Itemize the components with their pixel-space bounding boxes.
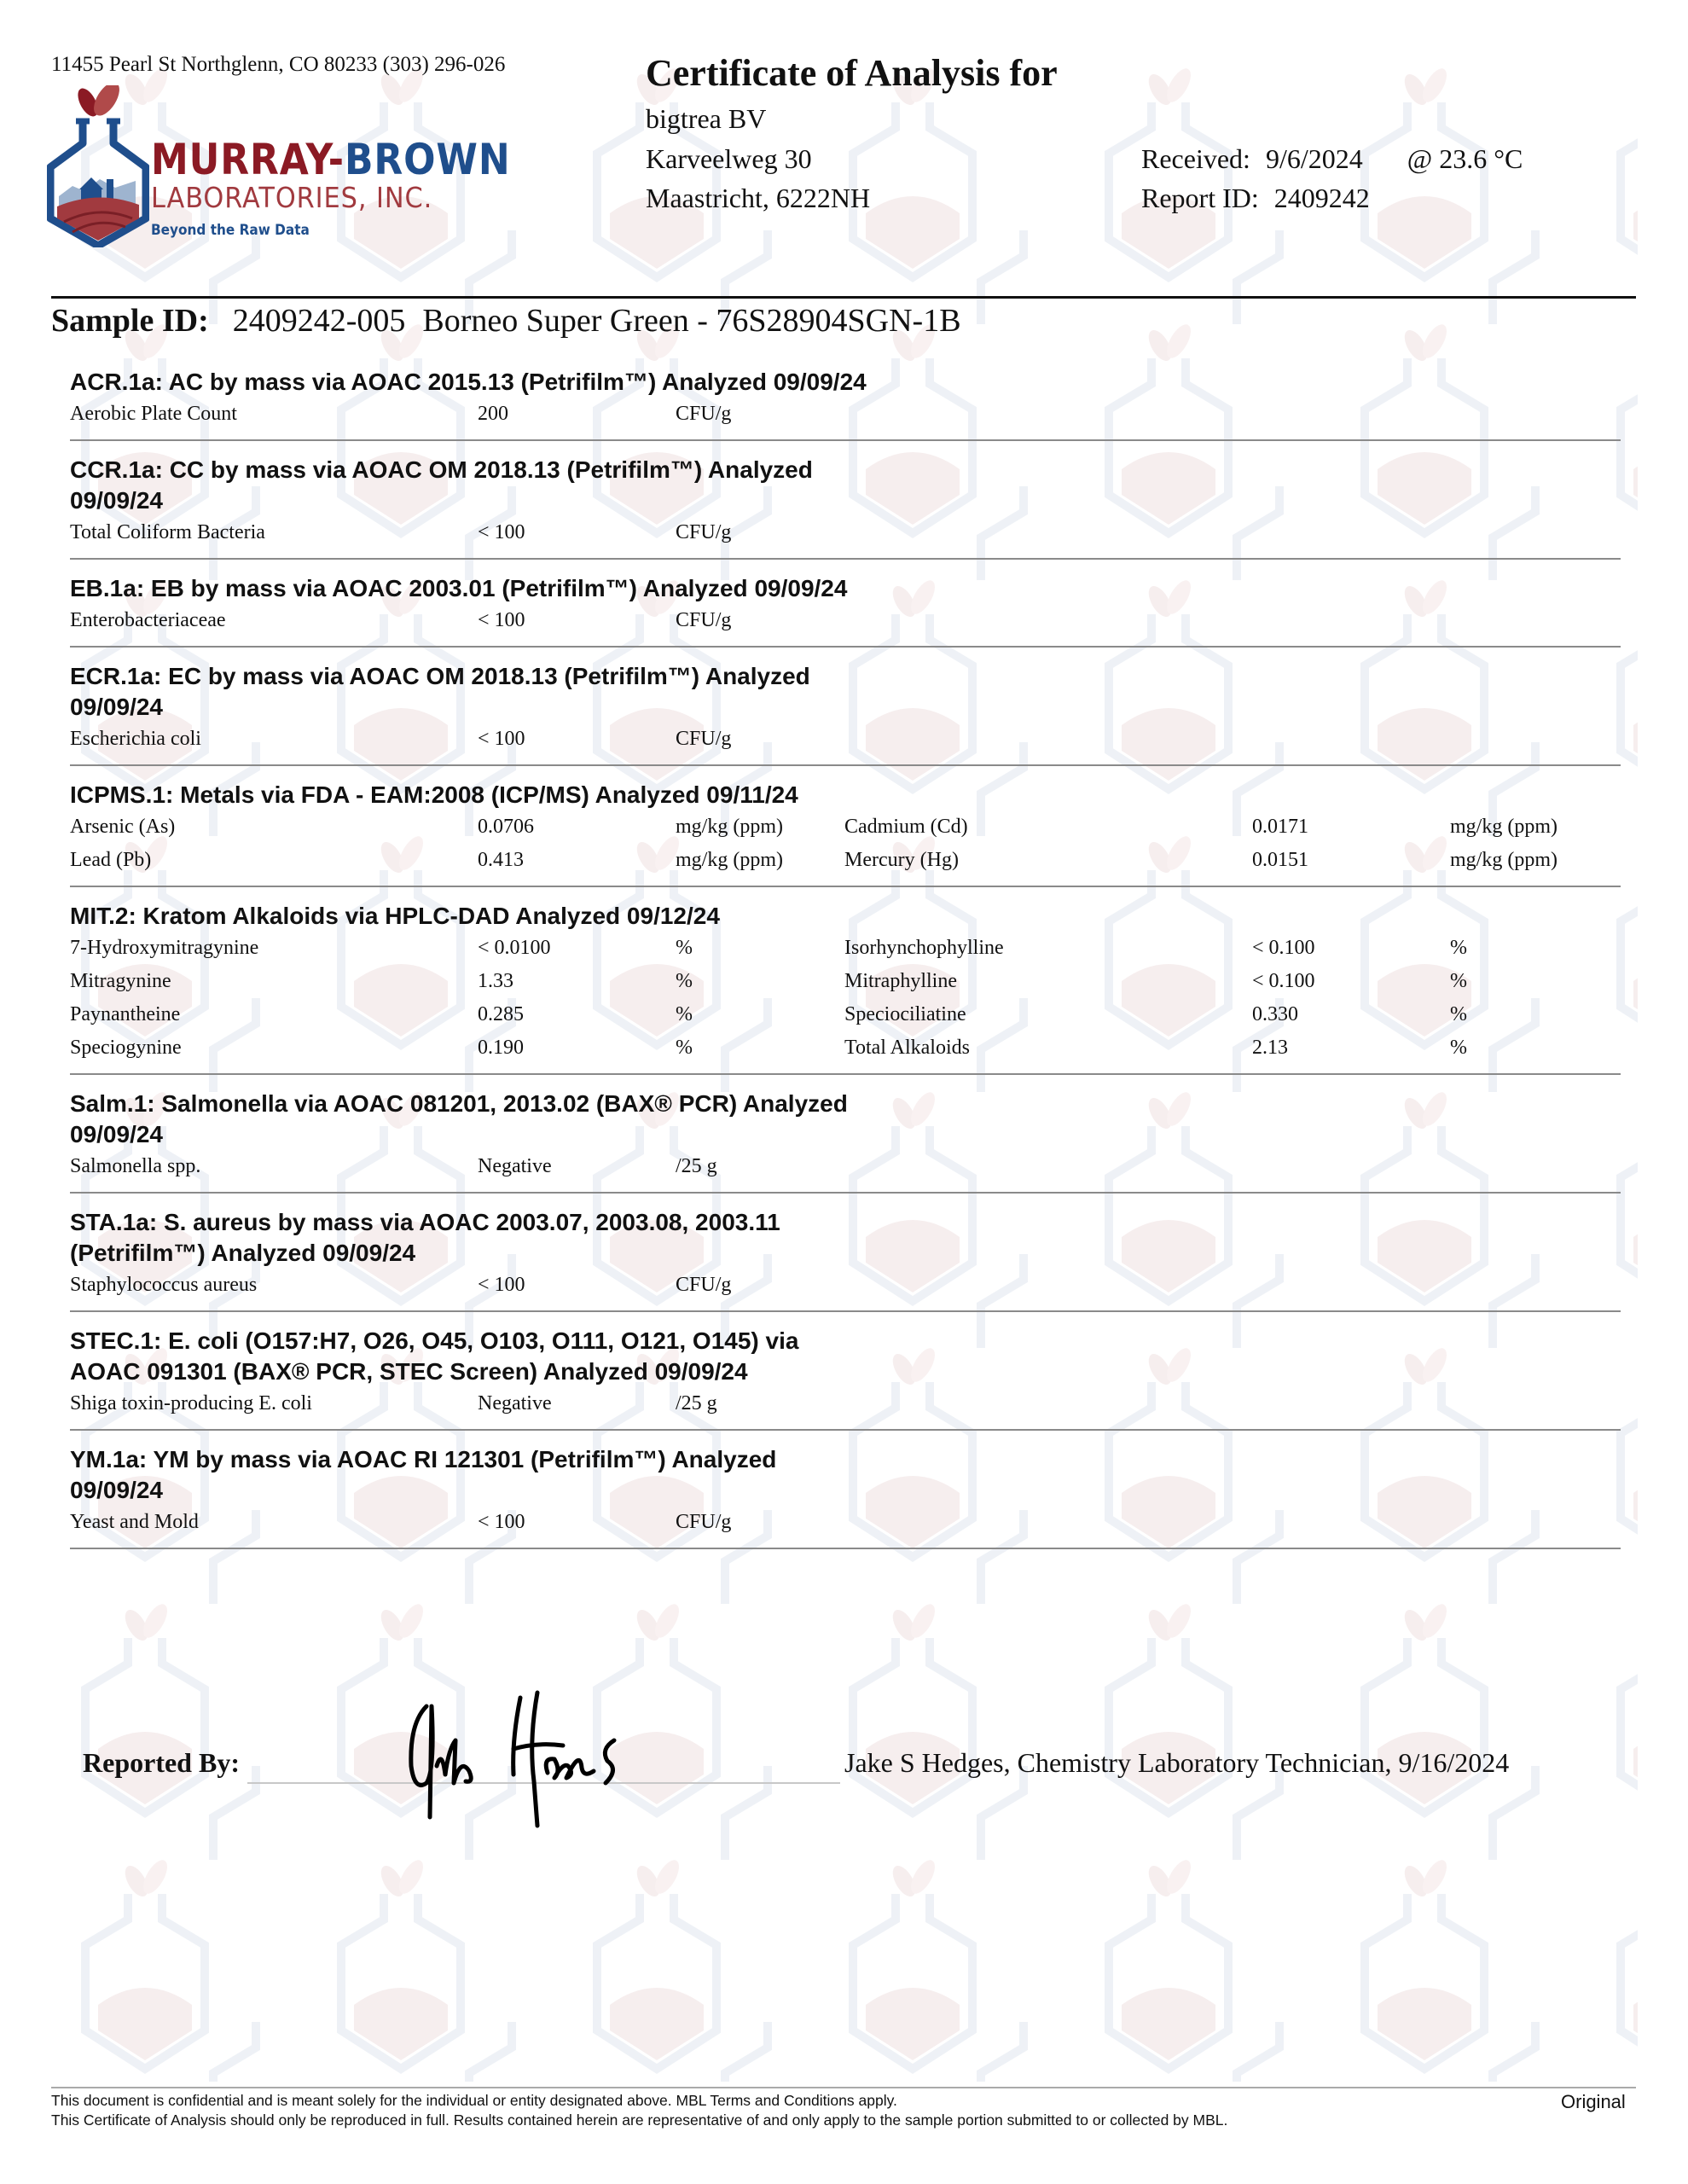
result: < 100 (478, 1511, 525, 1533)
lab-name (151, 136, 511, 183)
certificate-title: Certificate of Analysis for (646, 52, 1058, 94)
result: < 0.0100 (478, 937, 551, 959)
analyte: Shiga toxin-producing E. coli (70, 1392, 312, 1414)
analyte: Enterobacteriaceae (70, 609, 226, 631)
section-heading: Salm.1: Salmonella via AOAC 081201, 2013.02 (BAX® PCR) Analyzed 09/09/24 (70, 1090, 848, 1147)
unit: mg/kg (ppm) (1450, 816, 1557, 838)
unit: % (676, 1003, 693, 1025)
unit: % (676, 970, 693, 992)
unit: CFU/g (676, 728, 732, 750)
result: Negative (478, 1155, 552, 1177)
result-row (70, 998, 1621, 1031)
unit: mg/kg (ppm) (1450, 849, 1557, 871)
analyte: Escherichia coli (70, 728, 201, 750)
client-name: bigtrea BV (646, 103, 767, 134)
unit: CFU/g (676, 521, 732, 543)
analyte: Total Coliform Bacteria (70, 521, 265, 543)
unit: CFU/g (676, 1274, 732, 1296)
analyte: Speciociliatine (844, 1003, 966, 1025)
result: 0.190 (478, 1037, 524, 1059)
section-heading: ICPMS.1: Metals via FDA - EAM:2008 (ICP/MS) Analyzed 09/11/24 (70, 781, 798, 808)
result-row (70, 844, 1621, 877)
lab-address: 11455 Pearl St Northglenn, CO 80233 (303) 296-026 (51, 53, 506, 76)
footer-confidentiality: This document is confidential and is meant solely for the individual or entity designated above. MBL Terms and Conditions apply. (51, 2092, 897, 2109)
analyte: Total Alkaloids (844, 1037, 970, 1059)
result: 0.0706 (478, 816, 534, 838)
section-ccr (70, 453, 1621, 560)
results-sections (70, 365, 1621, 1561)
lab-tagline: Beyond the Raw Data (151, 222, 310, 239)
section-eb (70, 572, 1621, 648)
result: 0.413 (478, 849, 524, 871)
unit: % (1450, 970, 1467, 992)
section-salmonella (70, 1087, 1621, 1194)
section-heading: ECR.1a: EC by mass via AOAC OM 2018.13 (Petrifilm™) Analyzed 09/09/24 (70, 663, 810, 720)
signature-icon (392, 1689, 699, 1838)
footer-reproduction: This Certificate of Analysis should only be reproduced in full. Results contained herein are representative of and only apply to the sample portion submitted to or collected by MBL. (51, 2111, 1228, 2129)
lab-logo (47, 85, 559, 247)
result-row (70, 723, 1621, 756)
result: 2.13 (1252, 1037, 1288, 1059)
section-heading: EB.1a: EB by mass via AOAC 2003.01 (Petrifilm™) Analyzed 09/09/24 (70, 575, 848, 601)
footer-divider (51, 2087, 1636, 2088)
analyte: Staphylococcus aureus (70, 1274, 258, 1296)
unit: /25 g (676, 1155, 717, 1177)
unit: /25 g (676, 1392, 717, 1414)
unit: CFU/g (676, 609, 732, 631)
received-label: Received: (1141, 143, 1250, 174)
analyte: Salmonella spp. (70, 1155, 201, 1177)
section-heading: YM.1a: YM by mass via AOAC RI 121301 (Petrifilm™) Analyzed 09/09/24 (70, 1446, 777, 1503)
result-row (70, 398, 1621, 431)
analyte: Mitragynine (70, 970, 171, 992)
analyte: Lead (Pb) (70, 849, 152, 871)
lab-name-part2: BROWN (344, 135, 511, 184)
result: < 100 (478, 728, 525, 750)
result: 200 (478, 403, 508, 425)
section-stec (70, 1324, 1621, 1431)
result-row (70, 932, 1621, 965)
section-s-aureus (70, 1205, 1621, 1312)
result-row (70, 1506, 1621, 1539)
section-icpms-metals (70, 778, 1621, 887)
analyte: Arsenic (As) (70, 816, 176, 838)
header-divider (51, 296, 1636, 299)
result: 0.0171 (1252, 816, 1308, 838)
section-heading: CCR.1a: CC by mass via AOAC OM 2018.13 (Petrifilm™) Analyzed 09/09/24 (70, 456, 813, 514)
section-heading: MIT.2: Kratom Alkaloids via HPLC-DAD Analyzed 09/12/24 (70, 903, 720, 929)
analyte: Mercury (Hg) (844, 849, 959, 871)
report-id: 2409242 (1273, 183, 1370, 213)
section-yeast-mold (70, 1443, 1621, 1549)
result: < 0.100 (1252, 937, 1315, 959)
unit: % (676, 1037, 693, 1059)
sample-description: Borneo Super Green - 76S28904SGN-1B (422, 303, 961, 339)
flask-logo-icon (47, 85, 149, 247)
analyte: Yeast and Mold (70, 1511, 199, 1533)
result: 0.0151 (1252, 849, 1308, 871)
result: < 100 (478, 521, 525, 543)
received-temperature: @ 23.6 °C (1407, 143, 1523, 174)
report-id-info (1141, 183, 1370, 214)
unit: CFU/g (676, 403, 732, 425)
section-heading: ACR.1a: AC by mass via AOAC 2015.13 (Petrifilm™) Analyzed 09/09/24 (70, 369, 867, 395)
analyte: 7-Hydroxymitragynine (70, 937, 259, 959)
sample-id: 2409242-005 (232, 303, 406, 339)
client-city: Maastricht, 6222NH (646, 183, 871, 213)
reported-by-label: Reported By: (83, 1747, 240, 1778)
analyte: Cadmium (Cd) (844, 816, 968, 838)
reporter-name-title-date: Jake S Hedges, Chemistry Laboratory Technician, 9/16/2024 (844, 1747, 1510, 1778)
result-row (70, 516, 1621, 549)
result: 0.330 (1252, 1003, 1298, 1025)
received-date: 9/6/2024 (1265, 143, 1363, 174)
unit: % (1450, 937, 1467, 959)
section-kratom-alkaloids (70, 899, 1621, 1075)
analyte: Paynantheine (70, 1003, 181, 1025)
unit: mg/kg (ppm) (676, 849, 783, 871)
analyte: Mitraphylline (844, 970, 957, 992)
analyte: Aerobic Plate Count (70, 403, 237, 425)
result-row (70, 810, 1621, 844)
result: < 0.100 (1252, 970, 1315, 992)
sample-id-line (51, 302, 978, 340)
result: < 100 (478, 609, 525, 631)
received-info (1141, 143, 1523, 175)
unit: % (1450, 1037, 1467, 1059)
result: Negative (478, 1392, 552, 1414)
sample-id-label: Sample ID: (51, 303, 209, 339)
result: 1.33 (478, 970, 513, 992)
copy-label: Original (1561, 2091, 1626, 2112)
section-heading: STEC.1: E. coli (O157:H7, O26, O45, O103, O111, O121, O145) via AOAC 091301 (BAX® PCR, STEC Screen) Analyzed 09/09/24 (70, 1327, 799, 1385)
result: < 100 (478, 1274, 525, 1296)
lab-name-line2: LABORATORIES, INC. (151, 181, 433, 214)
unit: CFU/g (676, 1511, 732, 1533)
result-row (70, 1387, 1621, 1420)
result-row (70, 1269, 1621, 1302)
unit: % (676, 937, 693, 959)
lab-name-part1: MURRAY- (151, 135, 345, 184)
analyte: Speciogynine (70, 1037, 182, 1059)
report-id-label: Report ID: (1141, 183, 1259, 213)
section-ecr (70, 659, 1621, 766)
result-row (70, 1031, 1621, 1065)
result-row (70, 1150, 1621, 1183)
section-heading: STA.1a: S. aureus by mass via AOAC 2003.07, 2003.08, 2003.11 (Petrifilm™) Analyzed 09/09/24 (70, 1209, 780, 1266)
unit: mg/kg (ppm) (676, 816, 783, 838)
unit: % (1450, 1003, 1467, 1025)
result-row (70, 604, 1621, 637)
analyte: Isorhynchophylline (844, 937, 1004, 959)
client-street: Karveelweg 30 (646, 143, 812, 174)
result: 0.285 (478, 1003, 524, 1025)
section-acr (70, 365, 1621, 441)
result-row (70, 965, 1621, 998)
